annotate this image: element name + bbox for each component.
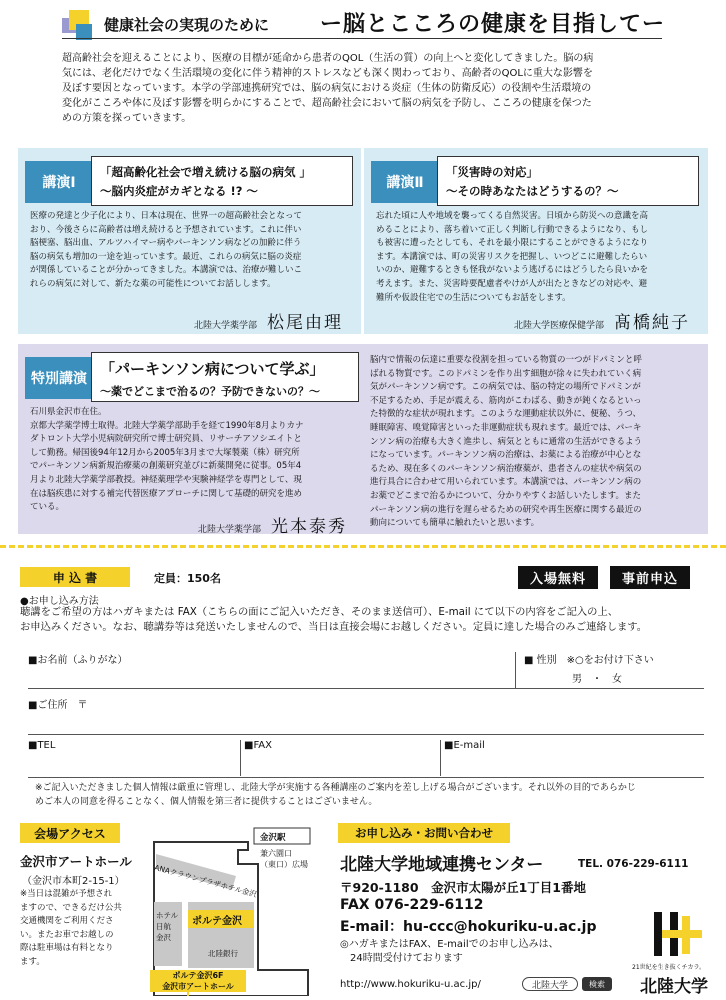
fax-field-label: ■FAX [244,740,272,751]
special-lecture-subtitle: 〜薬でどこまで治るの？予防できないの？〜 [100,385,320,398]
privacy-note: ※ご記入いただきました個人情報は厳重に管理し、北陸大学が実施する各種講座のご案内を差し上げる場合がございます。それ以外の目的であらかじ めご本人の同意を得ることなく、個人情報を第三者に提供することはございません。 [35,783,636,807]
search-word: 北陸大学 [531,980,568,991]
name-field-label: ■お名前（ふりがな） [28,655,128,666]
contact-header: お申し込み・お問い合わせ [338,823,510,843]
howto-text: 聴講をご希望の方はハガキまたは FAX（こちらの面にご記入いただき、そのまま送信可）、E-mail にて以下の内容をご記入の上、 お申込みください。なお、聴講券等は発送いたしませんので、当日は直接会場にお越しください。定員に達した場合のみご連絡します。 [20,606,648,633]
special-lecture-lecturer [198,512,347,537]
lecture-2-affiliation: 北陸大学医療保健学部 [513,321,604,331]
access-note: ※当日は混雑が予想され ますので、できるだけ公共 交通機関をご利用くださ い。またお車でお越しの 際は駐車場は有料となり ます。 [20,889,122,967]
gender-options[interactable]: 男 ・ 女 [572,674,622,685]
map-porte-label: ポルテ金沢 [192,916,242,927]
access-map [148,820,328,996]
gender-field-label: ■ 性別 ※○をお付け下さい [524,655,654,666]
lecture-2-title-box [437,156,699,206]
pre-registration-badge: 事前申込 [610,566,690,589]
email-field-label: ■E-mail [444,740,485,751]
logo-cross-horizontal [662,930,702,938]
venue-address: （金沢市本町2-15-1） [22,876,125,887]
contact-tel: TEL. 076-229-6111 [578,858,689,870]
lecture-2-lecturer [514,308,690,333]
lecture-1-title-box [91,156,353,206]
contact-fields-underline [28,777,704,778]
lecture-1-body: 医療の発達と少子化により、日本は現在、世界一の超高齢社会となって おり、今後さらに高齢者は増え続けると予想されています。これに伴い 脳梗塞、脳出血、アルツハイマー病やパーキンソン病などの加齢に伴う 脳の病気も増加の一途を辿っています。最近、これらの病気に脳の炎症 が関係していることが分かってきました。本講演では、治療が難しいこ れらの病気に対して、新たな薬の可能性についてお話しします。 [30,211,303,289]
contact-organization: 北陸大学地域連携センター [340,855,544,875]
name-field-underline [28,688,704,689]
address-field[interactable] [28,710,704,732]
lecture-1-title: 「超高齢化社会で増え続ける脳の病気 」 〜脳内炎症がカギとなる !? 〜 [100,165,312,198]
lecture-1-tag: 講演Ⅰ [25,161,93,203]
special-lecture-panel [18,344,708,537]
map-venue-callout: ポルテ金沢6F 金沢市アートホール [150,970,246,992]
special-lecture-name: 光本泰秀 [271,517,348,537]
lecture-2-tag: 講演Ⅱ [371,161,439,203]
address-field-label: ■ご住所 〒 [28,700,88,711]
map-ana-hotel-label: ANAクラウンプラザホテル金沢 [153,862,258,899]
lecture-1-panel [18,148,361,334]
logo-bar-left [654,912,662,956]
special-lecture-body: 脳内で情報の伝達に重要な役割を担っている物質の一つがドパミンと呼 ばれる物質です。このドパミンを作り出す細胞が徐々に失われていく病 気がパーキンソン病です。この病気では、脳の特定の場所でドパミンが 不足するため、手足が震える、筋肉がこわばる、動きが鈍くなるといっ た特徴的な症状が現れます。このような運動症状以外に、便秘、うつ、 睡眠障害、嗅覚障害といった非運動症状も現れます。最近では、パーキ ンソン病の治療も大きく進歩し、病気とともに通常の生活ができるよう になっています。パーキンソン病の治療は、お薬による治療が中心とな るため、現在多くのパーキンソン病治療薬が、患者さんの症状や病気の 進行具合に合わせて用いられています。本講演では、パーキンソン病の お薬でどこまで治るかについて、分かりやすくお話しいたします。また パーキンソン病の進行を遅らせるための研究や再生医療に関する最近の 動向についても簡単に触れたいと思います。 [370,355,643,529]
name-field[interactable] [28,664,508,686]
intro-text: 超高齢社会を迎えることにより、医療の目標が延命から患者のQOL（生活の質）の向上へと変化してきました。脳の病 気には、老化だけでなく生活環境の変化に伴う精神的ストレスなども深く関わっており、高齢者のQOLに重大な影響を 及ぼす要因となっています。本学の学部連携研究では、脳の病気における炎症（生体の防衛反応）の役割や生活環境の 変化がこころや体に及ぼす影響を明らかにすることで、超高齢社会において脳の病気を予防し、こころの健康を保つた めの方策を探っていきます。 [62,53,594,124]
capacity-text: 定員：150名 [154,572,221,585]
logo-name: 北陸大学 [640,977,708,997]
lecture-2-title: 「災害時の対応」 〜その時あなたはどうするの？〜 [446,165,619,198]
search-word-box[interactable] [522,977,578,991]
header-lead: 健康社会の実現のために [104,16,270,34]
fax-field[interactable] [244,752,434,774]
university-logo [652,912,702,958]
contact-fax: FAX 076-229-6112 [340,897,484,913]
address-field-underline [28,734,704,735]
tel-field-label: ■TEL [28,740,56,751]
map-station-label: 金沢駅 [260,833,286,843]
email-field[interactable] [444,752,704,774]
application-form-tag: 申 込 書 [20,567,130,587]
venue-name: 金沢市アートホール [20,854,132,869]
lecture-2-name: 髙橋純子 [614,313,690,333]
fax-divider [440,740,441,776]
special-lecture-affiliation: 北陸大学薬学部 [198,525,262,535]
special-lecture-title: 「パーキンソン病について学ぶ」 [100,360,325,378]
lecture-1-affiliation: 北陸大学薬学部 [193,321,257,331]
header-divider [62,38,662,39]
gender-divider [515,652,516,688]
access-header: 会場アクセス [20,823,120,843]
contact-note: ◎ハガキまたはFAX、E-mailでのお申し込みは、 24時間受付けております [340,939,559,964]
map-exit-label: 兼六園口 （東口）広場 [260,849,308,869]
lecture-2-panel [364,148,708,334]
map-bank-label: 北陸銀行 [208,949,238,958]
website-url[interactable]: http://www.hokuriku-u.ac.jp/ [340,979,481,990]
contact-email[interactable]: E-mail：hu-ccc@hokuriku-u.ac.jp [340,919,597,935]
search-button[interactable] [582,977,612,991]
free-admission-badge: 入場無料 [518,566,598,589]
cut-line [0,545,726,548]
lecture-1-name: 松尾由理 [267,313,343,333]
lecture-2-body: 忘れた頃に人や地域を襲ってくる自然災害。日頃から防災への意識を高 めることにより、落ち着いて正しく判断し行動できるようになり、もし も被害に遭ったとしても、それを最小限にすることができるようになり ます。本講演では、町の災害リスクを把握し、いつどこに避難したらい いのか、避難するときも怪我がないよう逃げるにはどうしたら良いかを 考えます。また、災害時要配慮者やけが人が出たときなどの対応や、避 難所や仮設住宅での生活についてもお話をします。 [376,211,649,303]
contact-postal-address: 〒920-1180 金沢市太陽が丘1丁目1番地 [340,880,586,895]
howto-title: ●お申し込み方法 [20,596,99,607]
search-button-label: 検索 [589,979,605,989]
special-lecture-tag: 特別講演 [25,357,93,399]
page-title: ー脳とこころの健康を目指してー [320,12,666,37]
logo-tagline: 21世紀を生き抜くチカラ。 [632,964,706,971]
tel-field[interactable] [28,752,233,774]
lecture-1-lecturer [194,308,343,333]
special-lecture-bio: 石川県金沢市在住。 京都大学薬学博士取得。北陸大学薬学部助手を経て1990年8月よりカナ ダトロント大学小児病院研究所で博士研究員、リサーチアソシエイトと して勤務。帰国後94年12月から2005年3月まで大塚製薬（株）研究所 でパーキンソン病新規治療薬の創薬研究並びに新薬開発に従事。05年4 月より北陸大学薬学部教授。神経薬理学や実験神経学を専門として、現 在は脳疾患に対する補完代替医療アプローチに関して基礎的研究を進め ている。 [30,407,304,513]
map-nikko-label: ホテル 日航 金沢 [156,911,179,942]
tel-divider [240,740,241,776]
special-lecture-title-box [91,352,359,402]
